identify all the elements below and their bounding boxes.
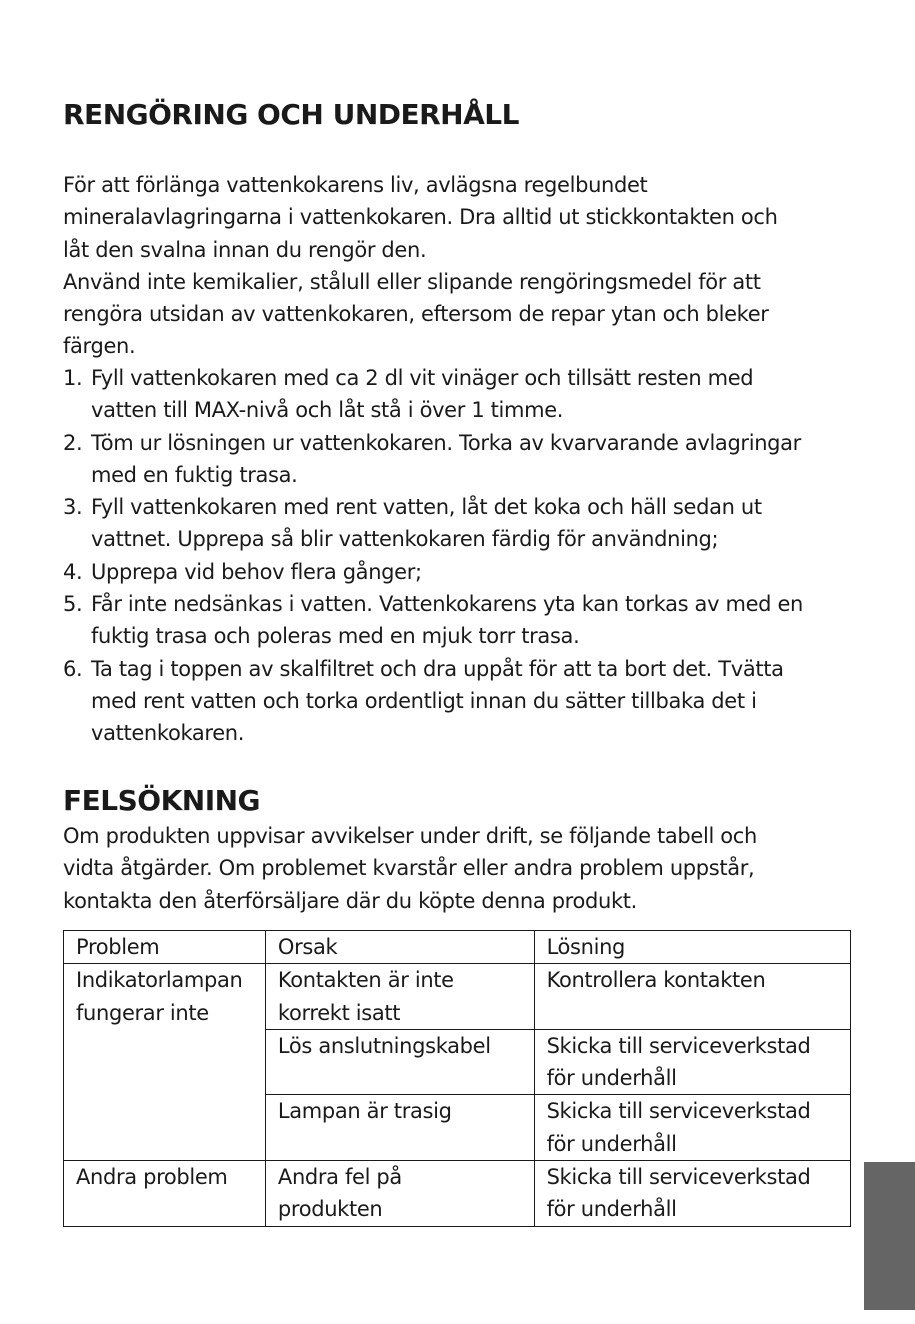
- step-number: 4.: [63, 559, 83, 584]
- intro-line: Om produkten uppvisar avvikelser under drift, se följande tabell och: [63, 824, 757, 848]
- step-number: 1.: [63, 366, 83, 390]
- cell-line: Skicka till serviceverkstad: [546, 1165, 811, 1190]
- list-item: [63, 588, 853, 653]
- step-line: vattenkokaren.: [91, 721, 245, 746]
- step-number: 3.: [63, 495, 83, 520]
- step-line: med rent vatten och torka ordentligt innan du sätter tillbaka det i: [91, 688, 757, 713]
- cell-line: fungerar inte: [76, 1000, 209, 1025]
- intro-line: Använd inte kemikalier, stålull eller slipande rengöringsmedel för att: [63, 269, 761, 294]
- language-side-tab: [864, 1162, 915, 1310]
- intro-line: För att förlänga vattenkokarens liv, avlägsna regelbundet: [63, 173, 648, 197]
- cause-cell: [265, 964, 534, 1030]
- intro-line: mineralavlagringarna i vattenkokaren. Dra alltid ut stickkontakten och: [63, 205, 778, 230]
- cell-line: produkten: [277, 1197, 383, 1222]
- step-number: 6.: [63, 656, 83, 681]
- cause-cell: [265, 1095, 534, 1161]
- cell-line: för underhåll: [546, 1066, 677, 1091]
- cause-cell: [265, 1161, 534, 1227]
- list-item: [63, 427, 853, 492]
- cell-line: Andra fel på: [277, 1165, 402, 1190]
- cell-line: Skicka till serviceverkstad: [546, 1033, 811, 1058]
- table-header-row: [64, 931, 851, 964]
- troubleshooting-intro: [63, 820, 853, 917]
- solution-cell: [534, 1161, 850, 1227]
- cleaning-heading: RENGÖRING OCH UNDERHÅLL: [63, 98, 519, 131]
- intro-line: färgen.: [63, 334, 136, 359]
- cleaning-intro: [63, 169, 853, 363]
- cell-line: korrekt isatt: [277, 1000, 401, 1025]
- list-item: [63, 491, 853, 556]
- step-line: Ta tag i toppen av skalfiltret och dra uppåt för att ta bort det. Tvätta: [91, 656, 784, 681]
- intro-line: låt den svalna innan du rengör den.: [63, 237, 427, 262]
- list-item: [63, 556, 853, 588]
- cell-line: Kontakten är inte: [277, 968, 454, 993]
- header-solution: Lösning: [534, 931, 850, 964]
- step-line: Får inte nedsänkas i vatten. Vattenkokarens yta kan torkas av med en: [91, 592, 803, 617]
- intro-line: kontakta den återförsäljare där du köpte denna produkt.: [63, 888, 637, 913]
- header-cause: Orsak: [265, 931, 534, 964]
- table-row: [64, 1161, 851, 1227]
- troubleshooting-heading: FELSÖKNING: [63, 784, 261, 817]
- header-problem: Problem: [64, 931, 266, 964]
- step-line: fuktig trasa och poleras med en mjuk torr trasa.: [91, 624, 580, 649]
- cell-line: Kontrollera kontakten: [546, 968, 766, 993]
- step-line: med en fuktig trasa.: [91, 462, 298, 487]
- cell-line: Skicka till serviceverkstad: [546, 1099, 811, 1124]
- list-item: [63, 653, 853, 750]
- problem-cell: [64, 964, 266, 1161]
- solution-cell: [534, 1029, 850, 1095]
- cell-line: Lampan är trasig: [277, 1099, 452, 1124]
- cell-line: Andra problem: [76, 1165, 228, 1190]
- step-line: Fyll vattenkokaren med rent vatten, låt det koka och häll sedan ut: [91, 495, 762, 520]
- cell-line: Lös anslutningskabel: [277, 1033, 491, 1058]
- cleaning-steps-list: [63, 362, 853, 750]
- solution-cell: [534, 1095, 850, 1161]
- cause-cell: [265, 1029, 534, 1095]
- cell-line: Indikatorlampan: [76, 968, 243, 993]
- step-line: vatten till MAX-nivå och låt stå i över 1 timme.: [91, 398, 564, 423]
- step-line: Upprepa vid behov flera gånger;: [91, 559, 422, 584]
- cell-line: för underhåll: [546, 1131, 677, 1156]
- cell-line: för underhåll: [546, 1197, 677, 1222]
- troubleshooting-table: [63, 930, 851, 1227]
- step-number: 2.: [63, 430, 83, 455]
- intro-line: rengöra utsidan av vattenkokaren, eftersom de repar ytan och bleker: [63, 302, 769, 327]
- step-line: Fyll vattenkokaren med ca 2 dl vit vinäger och tillsätt resten med: [91, 366, 754, 390]
- intro-line: vidta åtgärder. Om problemet kvarstår eller andra problem uppstår,: [63, 856, 755, 881]
- problem-cell: [64, 1161, 266, 1227]
- solution-cell: [534, 964, 850, 1030]
- step-number: 5.: [63, 592, 83, 617]
- table-row: [64, 964, 851, 1030]
- step-line: vattnet. Upprepa så blir vattenkokaren färdig för användning;: [91, 527, 719, 552]
- step-line: Töm ur lösningen ur vattenkokaren. Torka av kvarvarande avlagringar: [91, 430, 801, 455]
- list-item: [63, 362, 853, 427]
